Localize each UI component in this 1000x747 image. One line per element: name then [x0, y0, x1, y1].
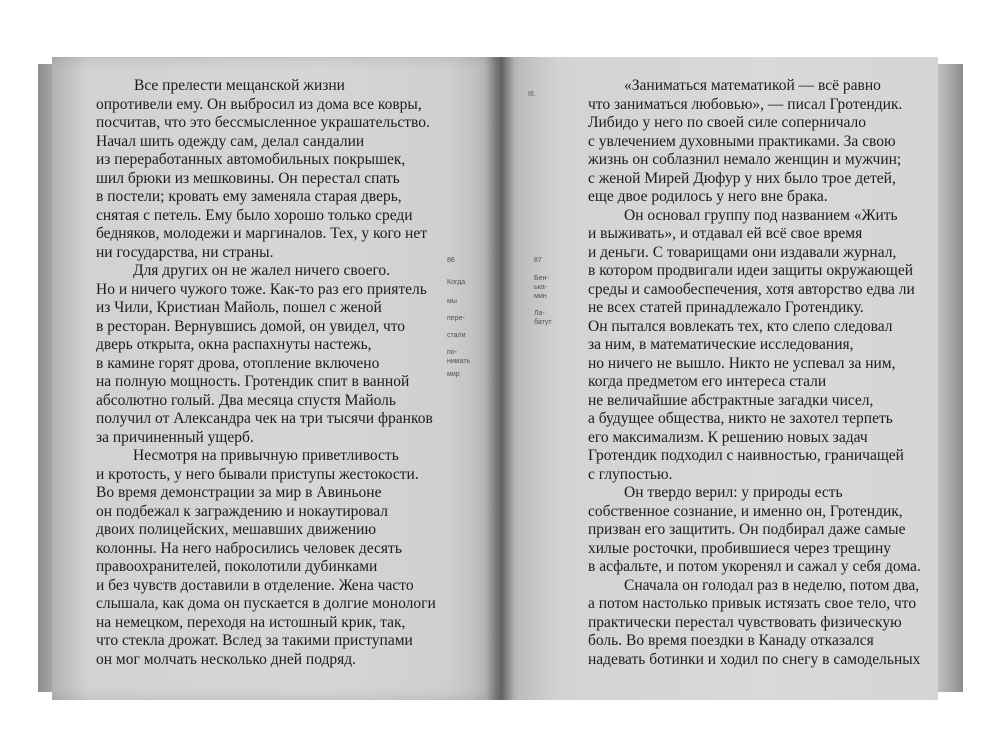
- left-margin-note: мы: [447, 298, 457, 305]
- right-margin-note: ька-: [534, 284, 548, 291]
- left-line: слышала, как дома он пускается в долгие монологи: [96, 595, 436, 612]
- left-line: что стекла дрожат. Вслед за такими приступами: [96, 632, 413, 649]
- right-line: его максимализм. К решению новых задач: [588, 428, 868, 446]
- left-line: абсолютно голый. Два месяца спустя Майоль: [96, 391, 396, 409]
- right-line: и выживать», и отдавал ей всё свое время: [588, 225, 863, 242]
- right-line: в асфальте, и потом укоренял и сажал у себя дома.: [588, 558, 921, 575]
- right-margin-note: Бен-: [534, 275, 549, 282]
- right-line: в котором продвигали идеи защиты окружающей: [588, 262, 913, 279]
- left-line: на полную мощность. Гротендик спит в ванной: [96, 373, 410, 390]
- left-line: опротивели ему. Он выбросил из дома все ковры,: [96, 95, 422, 113]
- right-line: с женой Мирей Дюфур у них было трое детей,: [588, 169, 896, 187]
- right-margin-note: батут: [534, 319, 552, 326]
- left-margin-note: стали: [447, 332, 466, 339]
- left-line: Для других он не жалел ничего своего.: [133, 262, 391, 279]
- left-margin-note: по-: [447, 349, 458, 356]
- right-line: но ничего не вышло. Никто не успевал за ним,: [588, 354, 896, 372]
- left-line: Начал шить одежду сам, делал сандалии: [96, 132, 365, 150]
- left-line: в камине горят дрова, отопление включено: [96, 354, 380, 372]
- right-line: Он основал группу под названием «Жить: [624, 206, 898, 224]
- left-line: Все прелести мещанской жизни: [134, 77, 345, 94]
- right-line: с увлечением духовными практиками. За свою: [588, 132, 896, 150]
- right-margin-note: Ла-: [534, 310, 545, 317]
- left-line: дверь открыта, окна распахнуты настежь,: [96, 336, 372, 353]
- right-line: «Заниматься математикой — всё равно: [624, 77, 881, 94]
- right-line: еще двое родилось у него вне брака.: [588, 188, 828, 205]
- left-line: он подбежал к заграждению и нокаутировал: [96, 502, 389, 520]
- right-page-edges: [935, 64, 963, 692]
- right-line: Либидо у него по своей силе соперничало: [588, 114, 867, 131]
- left-line: правоохранителей, поколотили дубинками: [96, 558, 378, 575]
- right-line: Он пытался вовлекать тех, кто слепо следовал: [588, 317, 893, 335]
- left-line: посчитав, что это бессмысленное украшательство.: [96, 114, 430, 131]
- left-line: двоих полицейских, мешавших движению: [96, 521, 377, 538]
- left-margin-note: Когда: [447, 279, 466, 286]
- right-line: не величайшие абстрактные загадки чисел,: [588, 391, 874, 409]
- right-line: а будущее общества, никто не захотел терпеть: [588, 410, 893, 427]
- right-line: Он твердо верил: у природы есть: [624, 484, 843, 501]
- left-margin-note: нимать: [447, 358, 471, 365]
- right-line: за ним, в математические исследования,: [588, 336, 854, 353]
- right-line: практически перестал чувствовать физическую: [588, 613, 902, 631]
- book-spine-gutter: [486, 57, 514, 700]
- right-line: а потом настолько привык истязать свое тело, что: [588, 595, 917, 612]
- left-line: получил от Александра чек на три тысячи франков: [96, 410, 433, 427]
- left-line: на немецком, переходя на истошный крик, так,: [96, 613, 406, 631]
- right-line: Гротендик подходил с наивностью, граничащей: [588, 447, 904, 464]
- right-line: и деньги. С товарищами они издавали журнал,: [588, 243, 897, 261]
- left-line: за причиненный ущерб.: [96, 428, 254, 446]
- left-line: в постели; кровать ему заменяла старая дверь,: [96, 188, 402, 205]
- right-line: боль. Во время поездки в Канаду отказался: [588, 632, 874, 649]
- left-line: бедняков, молодежи и маргиналов. Тех, у кого нет: [96, 225, 428, 242]
- right-line: с глупостью.: [588, 465, 673, 483]
- left-margin-note: пере-: [447, 315, 465, 322]
- right-margin-note: мин: [534, 293, 547, 300]
- left-line: Несмотря на привычную приветливость: [133, 447, 399, 464]
- right-line: жизнь он соблазнил немало женщин и мужчин;: [588, 151, 902, 168]
- left-line: и без чувств доставили в отделение. Жена часто: [96, 576, 414, 594]
- right-page-number: 87: [534, 257, 542, 264]
- right-line: когда предметом его интереса стали: [588, 373, 827, 390]
- right-line: что заниматься любовью», — писал Гротендик.: [588, 95, 903, 113]
- left-line: Во время демонстрации за мир в Авиньоне: [96, 484, 382, 501]
- left-line: колонны. На него набросились человек десять: [96, 539, 402, 557]
- right-line: надевать ботинки и ходил по снегу в самодельных: [588, 650, 921, 668]
- left-line: из Чили, Кристиан Майоль, пошел с женой: [96, 299, 382, 316]
- right-line: хилые росточки, пробившиеся через трещину: [588, 539, 892, 557]
- left-page-number: 86: [447, 257, 455, 264]
- right-line: Сначала он голодал раз в неделю, потом два,: [624, 576, 920, 594]
- right-line: среды и самообеспечения, хотя авторство едва ли: [588, 280, 915, 298]
- left-line: ни государства, ни страны.: [96, 243, 274, 261]
- left-line: в ресторан. Вернувшись домой, он увидел, что: [96, 317, 406, 335]
- left-line: из переработанных автомобильных покрышек,: [96, 151, 406, 168]
- left-line: Но и ничего чужого тоже. Как-то раз его приятель: [96, 280, 427, 298]
- right-line: собственное сознание, и именно он, Гротендик,: [588, 502, 903, 520]
- right-line: призван его защитить. Он подбирал даже самые: [588, 521, 906, 538]
- left-line: и кротость, у него бывали приступы жестокости.: [96, 465, 419, 483]
- right-line: не всех статей принадлежало Гротендику.: [588, 299, 864, 316]
- left-line: он мог молчать несколько дней подряд.: [96, 650, 357, 668]
- left-margin-note: мир: [447, 371, 460, 378]
- left-line: снятая с петель. Ему было хорошо только среди: [96, 206, 413, 224]
- chapter-mark: III.: [528, 91, 536, 98]
- left-line: шил брюки из мешковины. Он перестал спать: [96, 169, 400, 187]
